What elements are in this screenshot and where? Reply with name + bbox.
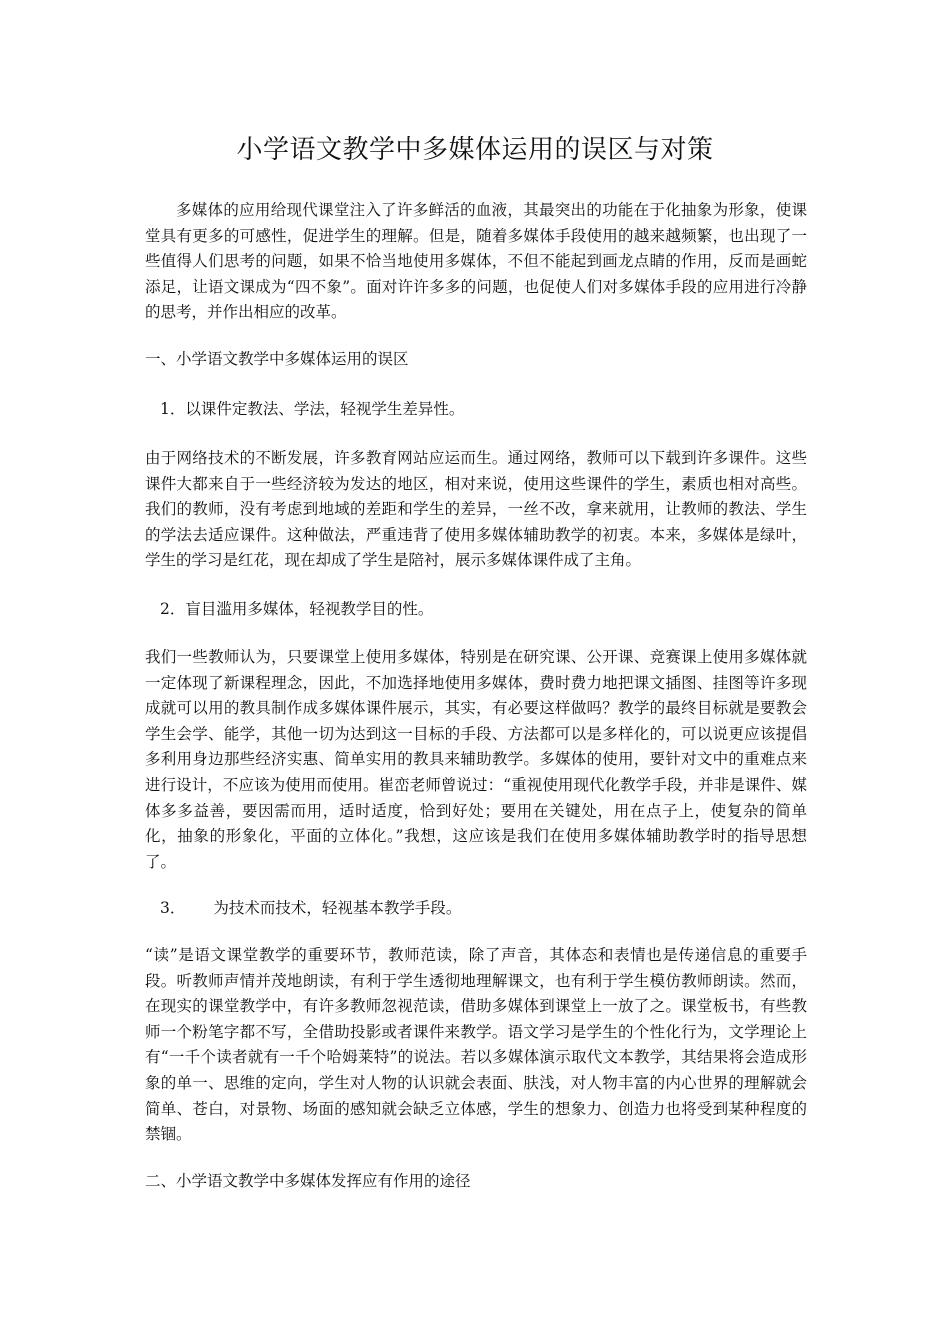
section-2-heading: 二、小学语文教学中多媒体发挥应有作用的途径 [145, 1172, 471, 1190]
point-2-number: 2． [160, 600, 186, 618]
section-1-heading: 一、小学语文教学中多媒体运用的误区 [145, 350, 409, 368]
point-1-body: 由于网络技术的不断发展，许多教育网站应运而生。通过网络，教师可以下载到许多课件。这些课件大都来自于一些经济较为发达的地区，相对来说，使用这些课件的学生，素质也相对高些。我们的教师，没有考虑到地域的差距和学生的差异，一丝不改，拿来就用，让教师的教法、学生的学法去适应课件。这种做法，严重违背了使用多媒体辅助教学的初衷。本来，多媒体是绿叶，学生的学习是红花，现在却成了学生是陪衬，展示多媒体课件成了主角。 [145, 449, 807, 570]
point-1-heading [160, 396, 464, 422]
point-3-title: 为技术而技术，轻视基本教学手段。 [213, 899, 462, 917]
point-3-heading [160, 895, 461, 921]
document-title: 小学语文教学中多媒体运用的误区与对策 [236, 135, 714, 165]
point-2-heading [160, 596, 433, 622]
point-3-body: “读”是语文课堂教学的重要环节，教师范读，除了声音，其体态和表情也是传递信息的重要手段。听教师声情并茂地朗读，有利于学生透彻地理解课文，也有利于学生模仿教师朗读。然而，在现实的课堂教学中，有许多教师忽视范读，借助多媒体到课堂上一放了之。课堂板书，有些教师一个粉笔字都不写，全借助投影或者课件来教学。语文学习是学生的个性化行为，文学理论上有“一千个读者就有一千个哈姆莱特”的说法。若以多媒体演示取代文本教学，其结果将会造成形象的单一、思维的定向，学生对人物的认识就会表面、肤浅，对人物丰富的内心世界的理解就会简单、苍白，对景物、场面的感知就会缺乏立体感，学生的想象力、创造力也将受到某种程度的禁锢。 [145, 946, 807, 1144]
intro-paragraph: 多媒体的应用给现代课堂注入了许多鲜活的血液，其最突出的功能在于化抽象为形象，使课堂具有更多的可感性，促进学生的理解。但是，随着多媒体手段使用的越来越频繁，也出现了一些值得人们思考的问题，如果不恰当地使用多媒体，不但不能起到画龙点睛的作用，反而是画蛇添足，让语文课成为“四不象”。面对许许多多的问题，也促使人们对多媒体手段的应用进行冷静的思考，并作出相应的改革。 [145, 201, 807, 322]
point-2-body: 我们一些教师认为，只要课堂上使用多媒体，特别是在研究课、公开课、竞赛课上使用多媒体就一定体现了新课程理念，因此，不加选择地使用多媒体，费时费力地把课文插图、挂图等许多现成就可以用的教具制作成多媒体课件展示，其实，有必要这样做吗？教学的最终目标就是要教会学生会学、能学，其他一切为达到这一目标的手段、方法都可以是多样化的，可以说更应该提倡多利用身边那些经济实惠、简单实用的教具来辅助教学。多媒体的使用，要针对文中的重难点来进行设计，不应该为使用而使用。崔峦老师曾说过：“重视使用现代化教学手段，并非是课件、媒体多多益善，要因需而用，适时适度，恰到好处；要用在关键处，用在点子上，使复杂的简单化，抽象的形象化，平面的立体化。”我想，这应该是我们在使用多媒体辅助教学时的指导思想了。 [145, 648, 807, 871]
point-1-number: 1． [160, 400, 186, 418]
point-3-number: 3． [160, 899, 186, 917]
point-2-title: 盲目滥用多媒体，轻视教学目的性。 [185, 600, 434, 618]
point-1-title: 以课件定教法、学法，轻视学生差异性。 [185, 400, 465, 418]
